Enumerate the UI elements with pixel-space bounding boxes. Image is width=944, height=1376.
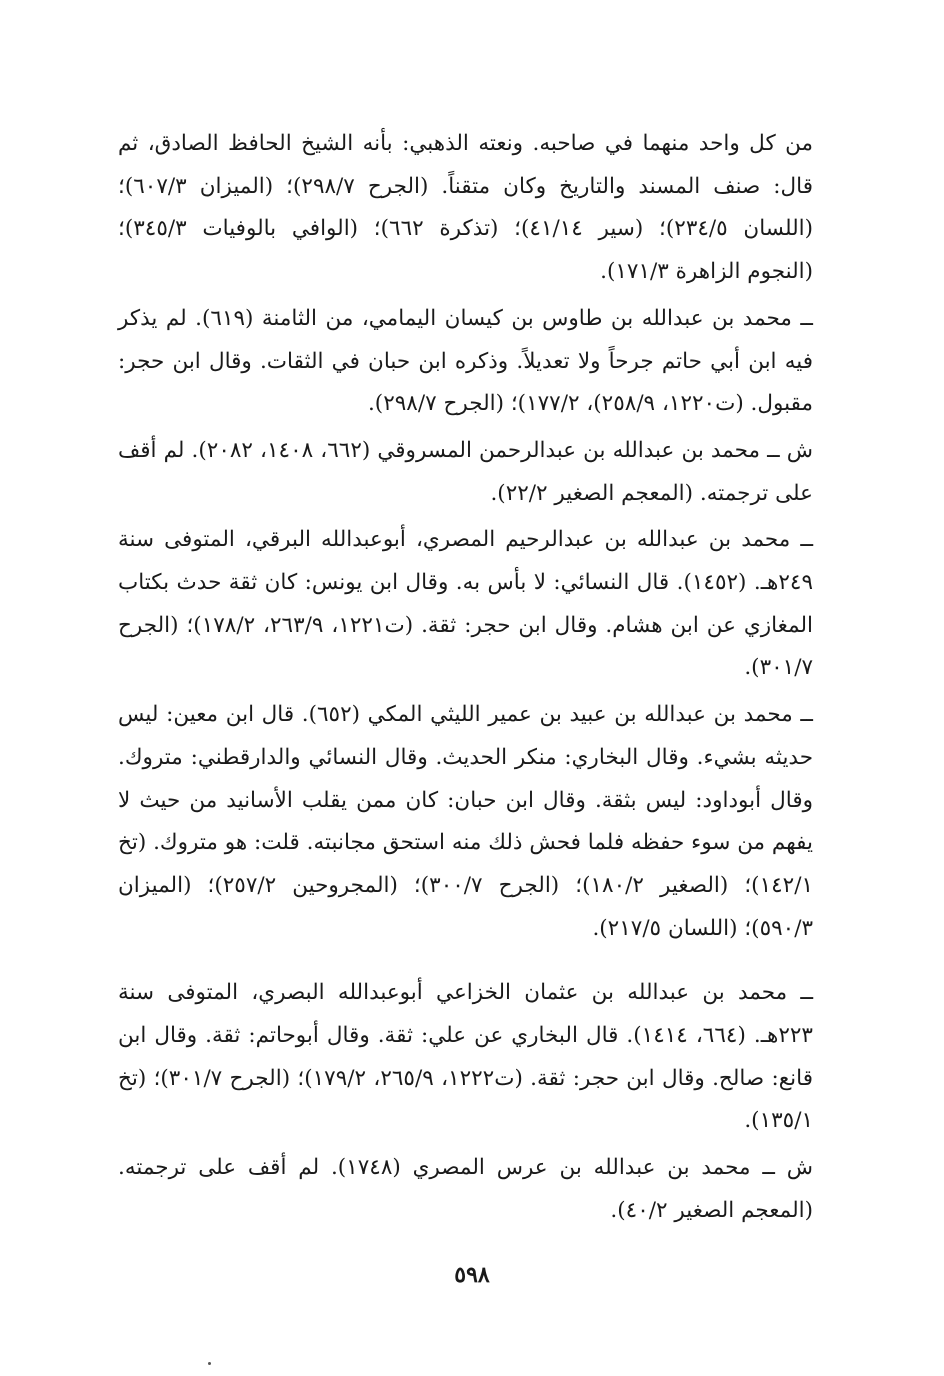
biography-paragraph: من كل واحد منهما في صاحبه. ونعته الذهبي: بأنه الشيخ الحافظ الصادق، ثم قال: صنف المسند والتاريخ وكان متقناً. (الجرح ٢٩٨/٧)؛ (الميزان ٦٠٧/٣)؛ (اللسان ٢٣٤/٥)؛ (سير ٤١/١٤)؛ (تذكرة ٦٦٢)؛ (الوافي بالوفيات ٣٤٥/٣)؛ (النجوم الزاهرة ١٧١/٣). <box>118 131 813 285</box>
biography-paragraph: ــ محمد بن عبدالله بن طاوس بن كيسان اليمامي، من الثامنة (٦١٩). لم يذكر فيه ابن أبي حاتم جرحاً ولا تعديلاً. وذكره ابن حبان في الثقات. وقال ابن حجر: مقبول. (ت١٢٢٠، ٢٥٨/٩)، ١٧٧/٢)؛ (الجرح ٢٩٨/٧). <box>118 305 813 417</box>
page-number: ٥٩٨ <box>454 1262 490 1288</box>
biography-paragraph: ش ــ محمد بن عبدالله بن عرس المصري (١٧٤٨). لم أقف على ترجمته. (المعجم الصغير ٤٠/٢). <box>118 1155 813 1223</box>
biography-paragraph: ش ــ محمد بن عبدالله بن عبدالرحمن المسروقي (٦٦٢، ١٤٠٨، ٢٠٨٢). لم أقف على ترجمته. (المعجم الصغير ٢٢/٢). <box>118 437 814 506</box>
scan-speck <box>208 1362 211 1365</box>
biography-paragraph: ــ محمد بن عبدالله بن عثمان الخزاعي أبوعبدالله البصري، المتوفى سنة ٢٢٣هـ. (٦٦٤، ١٤١٤). قال البخاري عن علي: ثقة. وقال أبوحاتم: ثقة. وقال ابن قانع: صالح. وقال ابن حجر: ثقة. (ت١٢٢٢، ٢٦٥/٩، ١٧٩/٢)؛ (الجرح ٣٠١/٧)؛ (تخ ١٣٥/١). <box>118 980 813 1134</box>
page-body <box>118 123 813 1233</box>
biography-paragraph: ــ محمد بن عبدالله بن عبدالرحيم المصري، أبوعبدالله البرقي، المتوفى سنة ٢٤٩هـ. (١٤٥٢). قال النسائي: لا بأس به. وقال ابن يونس: كان ثقة حدث بكتاب المغازي عن ابن هشام. وقال ابن حجر: ثقة. (ت١٢٢١، ٢٦٣/٩، ١٧٨/٢)؛ (الجرح ٣٠١/٧). <box>118 527 814 681</box>
biography-paragraph: ــ محمد بن عبدالله بن عبيد بن عمير الليثي المكي (٦٥٢). قال ابن معين: ليس حديثه بشيء. وقال البخاري: منكر الحديث. وقال النسائي والدارقطني: متروك. وقال أبوداود: ليس بثقة. وقال ابن حبان: كان ممن يقلب الأسانيد من حيث لا يفهم من سوء حفظه فلما فحش ذلك منه استحق مجانبته. قلت: هو متروك. (تخ ١٤٢/١)؛ (الصغير ١٨٠/٢)؛ (الجرح ٣٠٠/٧)؛ (المجروحين ٢٥٧/٢)؛ (الميزان ٥٩٠/٣)؛ (اللسان ٢١٧/٥). <box>118 702 813 941</box>
